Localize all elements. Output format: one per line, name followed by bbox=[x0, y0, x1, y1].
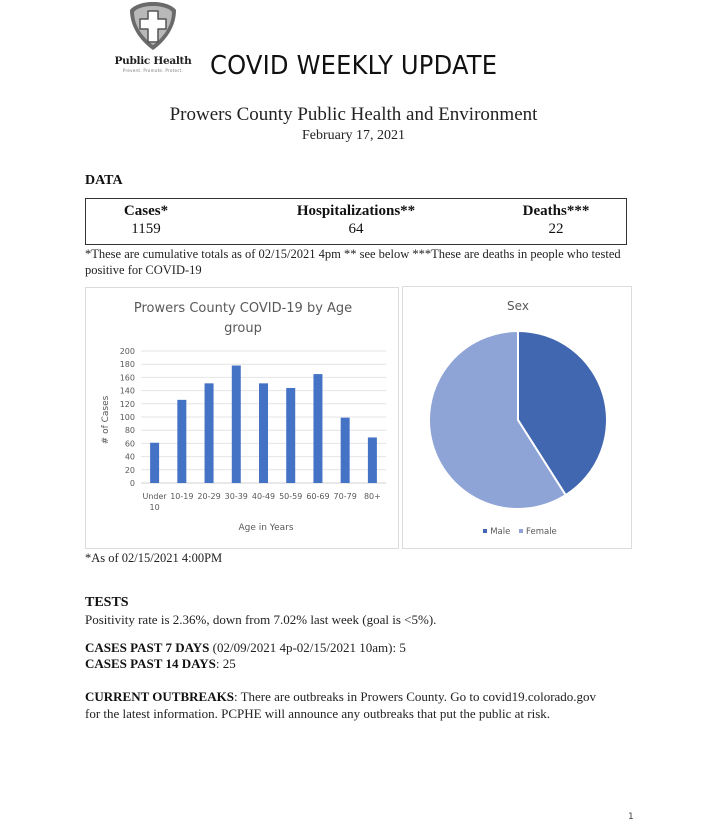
x-tick-label: 10 bbox=[149, 503, 160, 512]
bar-60-69 bbox=[313, 374, 322, 483]
bar-10-19 bbox=[177, 400, 186, 483]
stat-cases bbox=[96, 203, 196, 238]
data-heading: DATA bbox=[85, 173, 123, 188]
stat-hospitalizations bbox=[266, 203, 446, 238]
bar-20-29 bbox=[205, 383, 214, 483]
bar-50-59 bbox=[286, 388, 295, 483]
cases-14-label: CASES PAST 14 DAYS bbox=[85, 656, 216, 671]
bar-40-49 bbox=[259, 383, 268, 483]
y-tick-label: 0 bbox=[129, 479, 135, 488]
legend-swatch-male bbox=[483, 529, 487, 533]
bar-under-10 bbox=[150, 443, 159, 483]
bar-chart-plot bbox=[86, 288, 400, 550]
bar-chart-title-line2: group bbox=[224, 321, 262, 336]
outbreaks-text: : There are outbreaks in Prowers County. Go to covid19.colorado.gov for the latest information. PCPHE will announce any outbreaks that put the public at risk. bbox=[85, 689, 597, 721]
cases-past-7-days bbox=[85, 640, 406, 656]
y-tick-label: 140 bbox=[119, 386, 135, 396]
outbreaks-paragraph bbox=[85, 688, 610, 722]
stat-value: 64 bbox=[348, 221, 364, 237]
x-tick-label: 80+ bbox=[363, 492, 381, 501]
stat-value: 1159 bbox=[131, 221, 161, 237]
pie-chart-plot bbox=[403, 287, 633, 550]
x-tick-label: 70-79 bbox=[333, 492, 357, 501]
organization-name: Prowers County Public Health and Environment bbox=[169, 104, 538, 125]
cases-past-14-days bbox=[85, 656, 236, 672]
pie-chart-title: Sex bbox=[507, 299, 529, 313]
y-tick-label: 200 bbox=[119, 347, 135, 356]
bar-chart-title-line1: Prowers County COVID-19 by Age bbox=[133, 301, 353, 316]
stat-label: Deaths*** bbox=[522, 203, 590, 219]
legend-label-male: Male bbox=[490, 527, 511, 537]
sex-chart bbox=[402, 286, 632, 549]
y-tick-label: 120 bbox=[119, 399, 135, 409]
y-axis-title: # of Cases bbox=[101, 395, 111, 445]
shield-cross-icon bbox=[127, 0, 179, 52]
cases-14-text: : 25 bbox=[215, 656, 236, 671]
tests-text: Positivity rate is 2.36%, down from 7.02% last week (goal is <5%). bbox=[85, 612, 437, 627]
y-tick-label: 160 bbox=[119, 373, 135, 383]
tests-heading: TESTS bbox=[85, 595, 129, 610]
bar-30-39 bbox=[232, 366, 241, 483]
x-tick-label: 60-69 bbox=[306, 492, 330, 501]
cases-7-label: CASES PAST 7 DAYS bbox=[85, 640, 210, 655]
stat-deaths bbox=[496, 203, 616, 238]
logo-tagline: Prevent. Promote. Protect. bbox=[122, 68, 184, 73]
page-number: 1 bbox=[628, 812, 634, 822]
page-title: COVID WEEKLY UPDATE bbox=[210, 51, 498, 81]
x-tick-label: Under bbox=[142, 492, 167, 501]
y-tick-label: 180 bbox=[119, 360, 135, 370]
stats-footnote: *These are cumulative totals as of 02/15/2021 4pm ** see below ***These are deaths in people who tested positive for COVID-19 bbox=[85, 247, 621, 277]
report-date: February 17, 2021 bbox=[301, 128, 406, 143]
stat-value: 22 bbox=[548, 221, 564, 237]
x-tick-label: 30-39 bbox=[224, 492, 248, 501]
stat-label: Cases* bbox=[123, 203, 169, 219]
stats-table bbox=[85, 198, 627, 245]
y-tick-label: 80 bbox=[124, 426, 135, 436]
stat-label: Hospitalizations** bbox=[296, 203, 416, 219]
y-tick-label: 60 bbox=[124, 439, 135, 449]
y-tick-label: 100 bbox=[119, 413, 135, 422]
x-tick-label: 20-29 bbox=[197, 492, 221, 501]
bar-80- bbox=[368, 437, 377, 483]
x-tick-label: 40-49 bbox=[251, 492, 276, 501]
outbreaks-label: CURRENT OUTBREAKS bbox=[85, 689, 234, 704]
bar-70-79 bbox=[341, 418, 350, 483]
y-tick-label: 40 bbox=[124, 452, 135, 462]
x-axis-title: Age in Years bbox=[238, 523, 294, 533]
legend-label-female: Female bbox=[526, 527, 557, 537]
age-group-chart bbox=[85, 287, 399, 549]
y-tick-label: 20 bbox=[124, 465, 135, 475]
logo-name: Public Health bbox=[114, 55, 192, 67]
x-tick-label: 10-19 bbox=[170, 492, 194, 501]
legend-swatch-female bbox=[519, 529, 523, 533]
x-tick-label: 50-59 bbox=[279, 492, 303, 501]
pie-legend bbox=[403, 527, 631, 537]
public-health-logo bbox=[110, 0, 196, 80]
cases-7-text: (02/09/2021 4p-02/15/2021 10am): 5 bbox=[209, 640, 406, 655]
chart-note: *As of 02/15/2021 4:00PM bbox=[85, 551, 223, 565]
